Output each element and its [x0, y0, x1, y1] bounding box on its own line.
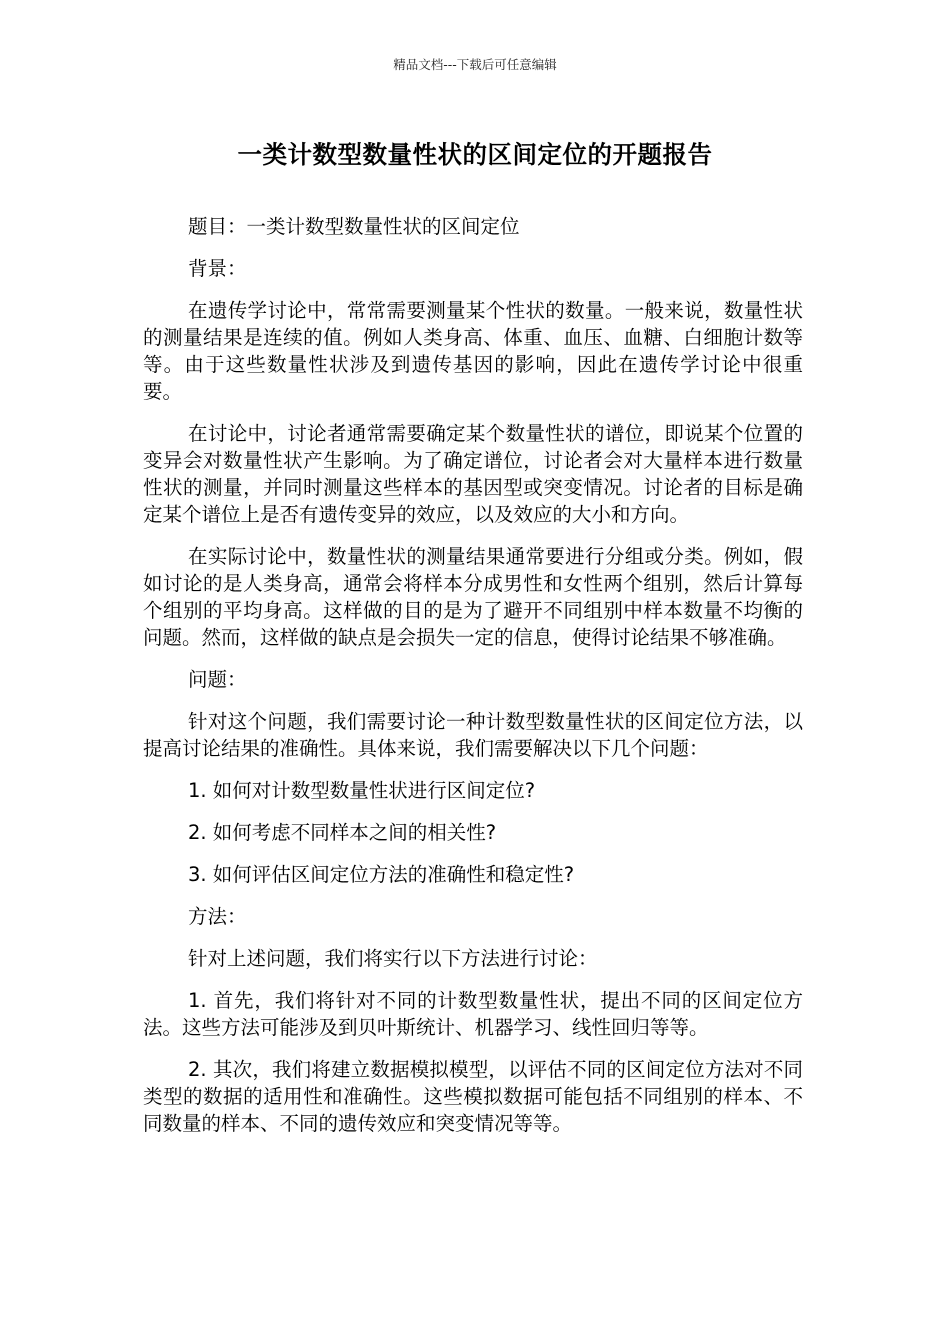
problem-paragraph: 针对这个问题，我们需要讨论一种计数型数量性状的区间定位方法，以提高讨论结果的准确性。具体来说，我们需要解决以下几个问题：: [143, 710, 803, 760]
section-heading-method: 方法：: [188, 905, 247, 928]
problem-item-2: 2. 如何考虑不同样本之间的相关性?: [188, 821, 497, 844]
page-title: 一类计数型数量性状的区间定位的开题报告: [237, 140, 713, 169]
method-item-1: 1. 首先，我们将针对不同的计数型数量性状，提出不同的区间定位方法。这些方法可能涉及到贝叶斯统计、机器学习、线性回归等等。: [143, 989, 803, 1039]
method-item-2: 2. 其次，我们将建立数据模拟模型，以评估不同的区间定位方法对不同类型的数据的适用性和准确性。这些模拟数据可能包括不同组别的样本、不同数量的样本、不同的遗传效应和突变情况等等。: [143, 1058, 803, 1135]
topic-line: 题目：一类计数型数量性状的区间定位: [188, 215, 520, 238]
section-heading-background: 背景：: [188, 257, 247, 280]
method-intro: 针对上述问题，我们将实行以下方法进行讨论：: [188, 947, 598, 970]
background-paragraph-1: 在遗传学讨论中，常常需要测量某个性状的数量。一般来说，数量性状的测量结果是连续的值。例如人类身高、体重、血压、血糖、白细胞计数等等。由于这些数量性状涉及到遗传基因的影响，因此在遗传学讨论中很重要。: [143, 299, 803, 403]
problem-item-3: 3. 如何评估区间定位方法的准确性和稳定性?: [188, 863, 575, 886]
section-heading-problem: 问题：: [188, 668, 247, 691]
problem-item-1: 1. 如何对计数型数量性状进行区间定位?: [188, 779, 536, 802]
background-paragraph-3: 在实际讨论中，数量性状的测量结果通常要进行分组或分类。例如，假如讨论的是人类身高，通常会将样本分成男性和女性两个组别，然后计算每个组别的平均身高。这样做的目的是为了避开不同组别中样本数量不均衡的问题。然而，这样做的缺点是会损失一定的信息，使得讨论结果不够准确。: [143, 545, 803, 649]
background-paragraph-2: 在讨论中，讨论者通常需要确定某个数量性状的谱位，即说某个位置的变异会对数量性状产生影响。为了确定谱位，讨论者会对大量样本进行数量性状的测量，并同时测量这些样本的基因型或突变情况。讨论者的目标是确定某个谱位上是否有遗传变异的效应，以及效应的大小和方向。: [143, 422, 803, 526]
header-note: 精品文档---下载后可任意编辑: [393, 57, 557, 72]
document-body: [143, 213, 803, 1152]
